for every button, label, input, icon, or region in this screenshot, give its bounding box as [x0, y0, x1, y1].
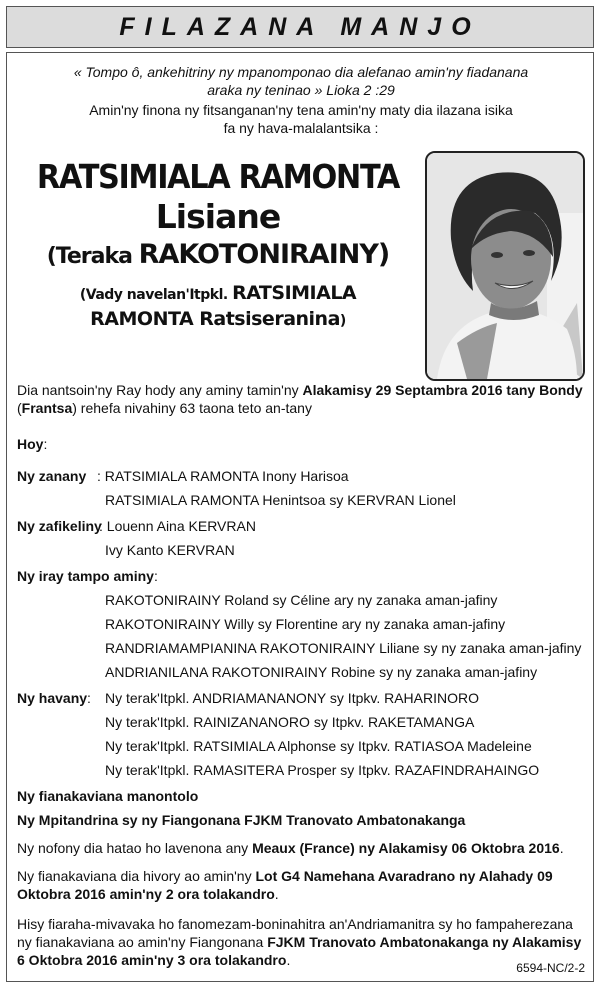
grandchild-1: : Louenn Aina KERVRAN [99, 518, 256, 534]
deceased-name-block [17, 157, 419, 333]
siblings-line: Ny iray tampo aminy: [17, 568, 158, 584]
death-announcement: Dia nantsoin'ny Ray hody any aminy tamin'ny Alakamisy 29 Septambra 2016 tany Bondy (Frantsa) rehefa nivahiny 63 taona teto an-tany [17, 382, 583, 416]
spouse-line-2 [17, 307, 419, 333]
service-place-date: FJKM Tranovato Ambatonakanga ny Alakamisy 6 Oktobra 2016 amin'ny 3 ora tolakandro [17, 934, 582, 968]
extended-family: Ny fianakaviana manontolo [17, 788, 199, 804]
relative-3: Ny terak'Itpkl. RATSIMIALA Alphonse sy Itpkv. RATIASOA Madeleine [105, 738, 532, 754]
grandchild-2: Ivy Kanto KERVRAN [105, 542, 235, 558]
sibling-1: RAKOTONIRAINY Roland sy Céline ary ny zanaka aman-jafiny [105, 592, 498, 608]
siblings-label: Ny iray tampo aminy [17, 568, 154, 584]
notice-body [6, 52, 594, 982]
relatives-line: Ny havany: [17, 690, 91, 706]
intro-text [27, 101, 575, 137]
notice-reference: 6594-NC/2-2 [516, 961, 585, 975]
relative-2: Ny terak'Itpkl. RAINIZANANORO sy Itpkv. RAKETAMANGA [105, 714, 475, 730]
spouse-prefix: (Vady navelan'Itpkl. [79, 287, 233, 303]
intro-line-2: fa ny hava-malalantsika : [223, 120, 379, 136]
sibling-2: RAKOTONIRAINY Willy sy Florentine ary ny zanaka aman-jafiny [105, 616, 506, 632]
cremation-notice: Ny nofony dia hatao ho lavenona any Meaux (France) ny Alakamisy 06 Oktobra 2016. [17, 840, 564, 856]
relative-4: Ny terak'Itpkl. RAMASITERA Prosper sy Itpkv. RAZAFINDRAHAINGO [105, 762, 540, 778]
gathering-place-date: Lot G4 Namehana Avaradrano ny Alahady 09 Oktobra 2016 amin'ny 2 ora tolakandro [17, 868, 553, 902]
deceased-surname: RATSIMIALA RAMONTA [36, 157, 400, 196]
hoy-line: Hoy: [17, 436, 48, 452]
children-label: Ny zanany [17, 468, 87, 484]
child-1: : RATSIMIALA RAMONTA Inony Harisoa [97, 468, 349, 484]
spouse-surname: RATSIMIALA [232, 282, 357, 304]
spouse-name: RAMONTA Ratsiseranina [90, 308, 340, 330]
death-date: Alakamisy 29 Septambra 2016 tany Bondy [302, 382, 583, 398]
portrait-photo [425, 151, 585, 381]
maiden-name [17, 237, 419, 275]
church-pastor: Ny Mpitandrina sy ny Fiangonana FJKM Tranovato Ambatonakanga [17, 812, 466, 828]
cremation-place-date: Meaux (France) ny Alakamisy 06 Oktobra 2016 [252, 840, 560, 856]
deceased-firstname: Lisiane [155, 197, 281, 236]
sibling-3: RANDRIAMAMPIANINA RAKOTONIRAINY Liliane sy ny zanaka aman-jafiny [105, 640, 582, 656]
bible-verse [27, 63, 575, 99]
intro-line-1: Amin'ny finona ny fitsanganan'ny tena amin'ny maty dia ilazana isika [89, 102, 513, 118]
notice-header [6, 6, 594, 48]
spouse-line-1 [17, 281, 419, 307]
maiden-surname: RAKOTONIRAINY) [138, 239, 390, 270]
sibling-4: ANDRIANILANA RAKOTONIRAINY Robine sy ny zanaka aman-jafiny [105, 664, 538, 680]
verse-line-2: araka ny teninao » Lioka 2 :29 [207, 82, 395, 98]
hoy-label: Hoy [17, 436, 44, 452]
spouse-suffix: ) [339, 313, 346, 329]
death-place: Frantsa [21, 400, 73, 416]
notice-title: FILAZANA MANJO [119, 12, 481, 41]
memorial-service: Hisy fiaraha-mivavaka ho fanomezam-boninahitra an'Andriamanitra sy ho fampaherezana ny fianakaviana ao amin'ny Fiangonana FJKM Tranovato Ambatonakanga ny Alakamisy 6 Oktobra 2016 amin'ny 3 ora tolakandro. [17, 916, 582, 968]
relative-1: Ny terak'Itpkl. ANDRIAMANANONY sy Itpkv. RAHARINORO [105, 690, 480, 706]
grandchildren-label: Ny zafikeliny [17, 518, 102, 534]
relatives-label: Ny havany [17, 690, 88, 706]
verse-line-1: « Tompo ô, ankehitriny ny mpanomponao dia alefanao amin'ny fiadanana [73, 64, 529, 80]
portrait-image [427, 153, 583, 379]
family-gathering: Ny fianakaviana dia hivory ao amin'ny Lot G4 Namehana Avaradrano ny Alahady 09 Oktobra 2016 amin'ny 2 ora tolakandro. [17, 868, 553, 902]
child-2: RATSIMIALA RAMONTA Henintsoa sy KERVRAN Lionel [105, 492, 456, 508]
maiden-prefix: (Teraka [46, 244, 139, 269]
